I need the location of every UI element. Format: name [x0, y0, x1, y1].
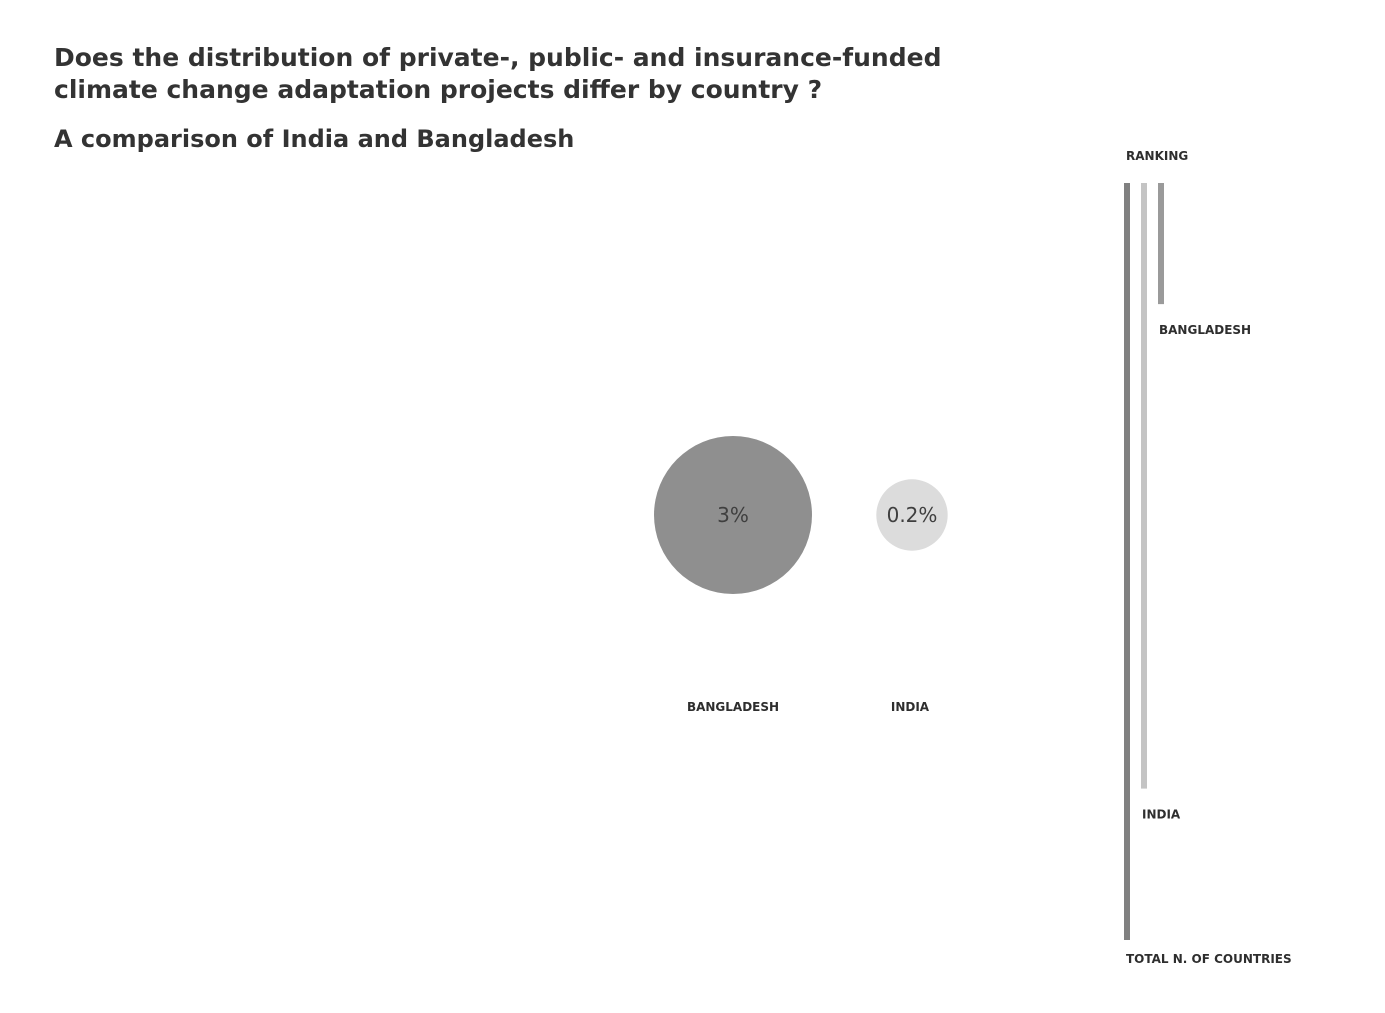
category-label-india: INDIA — [890, 700, 930, 714]
ranking-bottom-label: TOTAL N. OF COUNTRIES — [1126, 952, 1292, 966]
ranking-bar-india — [1141, 183, 1147, 789]
ranking-chart — [1124, 149, 1292, 966]
ranking-top-label: RANKING — [1126, 149, 1189, 163]
bubble-value-label-bangladesh: 3% — [717, 503, 749, 527]
ranking-label-india: INDIA — [1142, 807, 1181, 822]
chart-title: Does the distribution of private-, public- and insurance-funded climate change adaptation projects differ by country ? — [54, 43, 942, 104]
category-label-bangladesh: BANGLADESH — [686, 700, 780, 714]
bubble-chart — [654, 436, 948, 714]
bubble-value-label-india: 0.2% — [886, 503, 938, 527]
chart-subtitle: A comparison of India and Bangladesh — [54, 125, 575, 153]
ranking-label-bangladesh: BANGLADESH — [1159, 323, 1252, 338]
ranking-bar-bangladesh — [1158, 183, 1164, 304]
total-countries-bar — [1124, 183, 1130, 940]
